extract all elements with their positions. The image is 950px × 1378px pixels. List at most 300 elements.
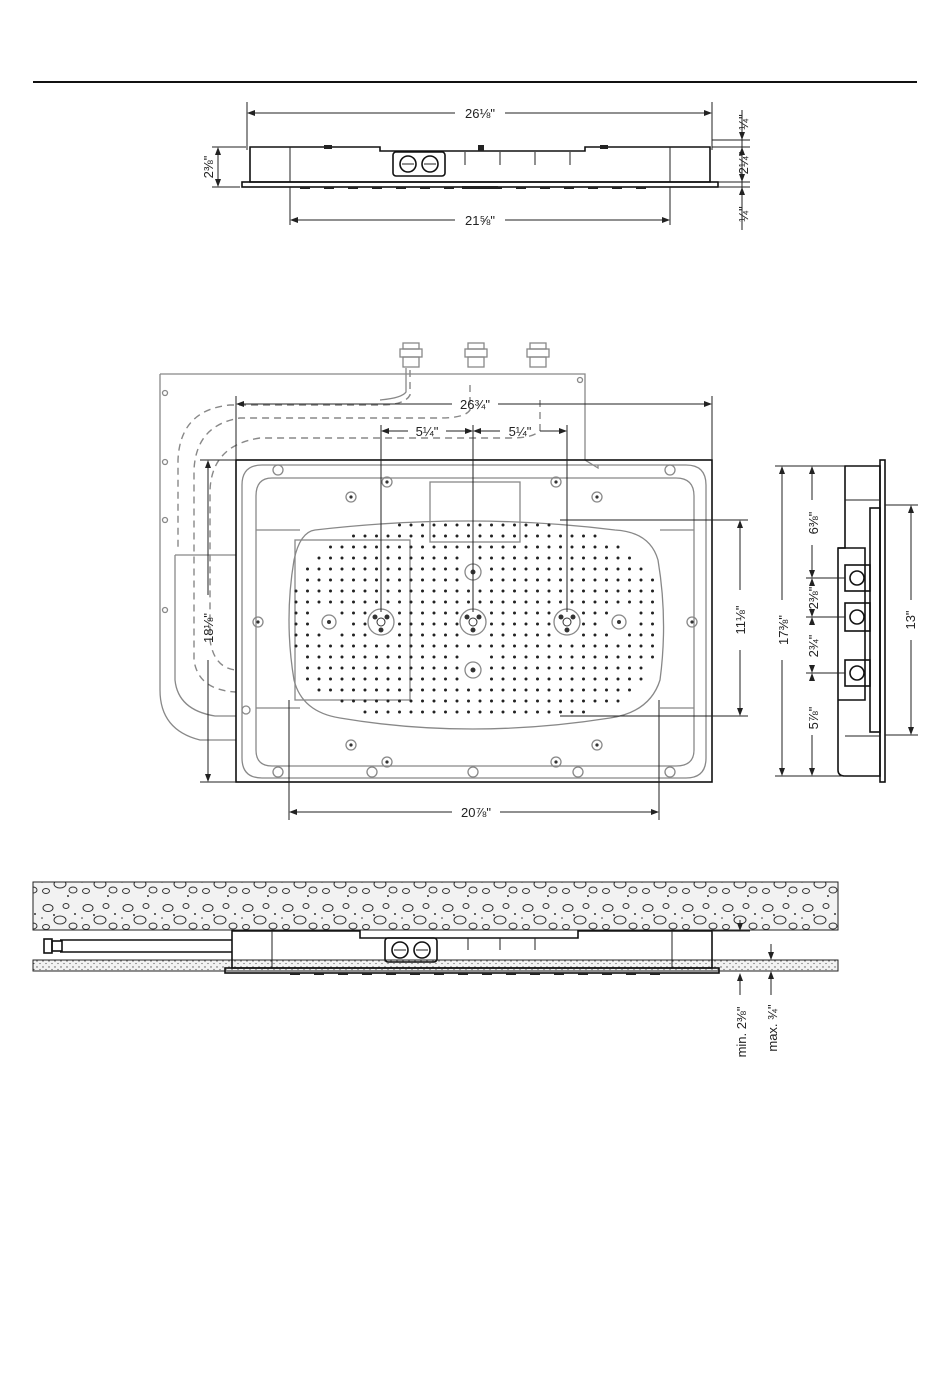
side-view bbox=[775, 460, 918, 782]
spray-nozzle bbox=[640, 568, 643, 571]
spray-nozzle bbox=[548, 601, 551, 604]
spray-nozzle bbox=[306, 656, 309, 659]
top-offset-label: ¼" bbox=[736, 114, 751, 130]
spray-nozzle bbox=[467, 601, 470, 604]
spray-nozzle bbox=[387, 557, 390, 560]
spray-nozzle bbox=[306, 601, 309, 604]
spray-nozzle bbox=[582, 557, 585, 560]
spray-nozzle bbox=[410, 700, 413, 703]
spray-nozzle bbox=[398, 678, 401, 681]
spray-nozzle bbox=[375, 535, 378, 538]
spray-nozzle bbox=[444, 700, 447, 703]
spray-nozzle bbox=[559, 601, 562, 604]
spray-nozzle bbox=[318, 689, 321, 692]
spray-nozzle bbox=[571, 700, 574, 703]
spray-nozzle bbox=[536, 689, 539, 692]
spray-nozzle bbox=[559, 579, 562, 582]
spray-nozzle bbox=[341, 601, 344, 604]
spray-nozzle bbox=[444, 623, 447, 626]
spray-nozzle bbox=[364, 601, 367, 604]
spray-nozzle bbox=[352, 634, 355, 637]
spray-nozzle bbox=[421, 557, 424, 560]
spray-nozzle bbox=[364, 645, 367, 648]
spray-nozzle bbox=[421, 634, 424, 637]
spray-nozzle bbox=[571, 711, 574, 714]
spray-nozzle bbox=[605, 579, 608, 582]
spray-nozzle bbox=[306, 667, 309, 670]
spray-nozzle bbox=[628, 601, 631, 604]
spray-nozzle bbox=[318, 601, 321, 604]
spray-nozzle bbox=[502, 535, 505, 538]
spray-nozzle bbox=[456, 711, 459, 714]
spray-nozzle bbox=[582, 645, 585, 648]
spray-nozzle bbox=[525, 667, 528, 670]
spray-nozzle bbox=[571, 656, 574, 659]
spray-nozzle bbox=[479, 557, 482, 560]
spray-nozzle bbox=[605, 700, 608, 703]
spray-nozzle bbox=[628, 656, 631, 659]
spray-nozzle bbox=[444, 590, 447, 593]
spray-nozzle bbox=[513, 711, 516, 714]
spray-nozzle bbox=[398, 601, 401, 604]
spray-nozzle bbox=[513, 579, 516, 582]
spray-nozzle bbox=[456, 601, 459, 604]
spray-nozzle bbox=[433, 667, 436, 670]
spray-nozzle bbox=[352, 557, 355, 560]
spray-nozzle bbox=[341, 568, 344, 571]
spray-nozzle bbox=[536, 601, 539, 604]
spray-nozzle bbox=[605, 645, 608, 648]
spray-nozzle bbox=[536, 546, 539, 549]
spray-nozzle bbox=[444, 579, 447, 582]
spray-nozzle bbox=[398, 524, 401, 527]
spray-nozzle bbox=[594, 568, 597, 571]
side-valve bbox=[845, 660, 870, 686]
spray-nozzle bbox=[341, 579, 344, 582]
spray-nozzle bbox=[513, 546, 516, 549]
spray-nozzle bbox=[352, 656, 355, 659]
spray-nozzle bbox=[410, 601, 413, 604]
spray-nozzle bbox=[605, 678, 608, 681]
spray-nozzle bbox=[502, 557, 505, 560]
spray-nozzle bbox=[502, 634, 505, 637]
spray-nozzle bbox=[375, 656, 378, 659]
spray-nozzle bbox=[364, 612, 367, 615]
spray-nozzle bbox=[421, 601, 424, 604]
spray-nozzle bbox=[364, 634, 367, 637]
spray-nozzle bbox=[456, 590, 459, 593]
spray-nozzle bbox=[421, 678, 424, 681]
spray-nozzle bbox=[444, 678, 447, 681]
spray-nozzle bbox=[513, 656, 516, 659]
spray-nozzle bbox=[548, 678, 551, 681]
spray-nozzle bbox=[421, 612, 424, 615]
spray-nozzle bbox=[352, 689, 355, 692]
spray-nozzle bbox=[410, 634, 413, 637]
spray-nozzle bbox=[513, 667, 516, 670]
spray-nozzle bbox=[513, 601, 516, 604]
spray-nozzle bbox=[364, 579, 367, 582]
spray-nozzle bbox=[433, 700, 436, 703]
spray-nozzle bbox=[525, 689, 528, 692]
spray-nozzle bbox=[548, 700, 551, 703]
spray-nozzle bbox=[651, 612, 654, 615]
spray-nozzle bbox=[525, 524, 528, 527]
spray-nozzle bbox=[318, 557, 321, 560]
spray-nozzle bbox=[536, 656, 539, 659]
spray-nozzle bbox=[502, 678, 505, 681]
spray-nozzle bbox=[513, 568, 516, 571]
spray-nozzle bbox=[352, 612, 355, 615]
spray-nozzle bbox=[536, 700, 539, 703]
spray-nozzle bbox=[594, 656, 597, 659]
side-valve bbox=[845, 565, 870, 591]
spray-nozzle bbox=[640, 656, 643, 659]
spray-nozzle bbox=[456, 645, 459, 648]
spray-nozzle bbox=[571, 568, 574, 571]
spray-nozzle bbox=[582, 678, 585, 681]
spray-nozzle bbox=[628, 568, 631, 571]
concrete-slab bbox=[33, 882, 838, 930]
spray-nozzle bbox=[479, 546, 482, 549]
spray-nozzle bbox=[318, 678, 321, 681]
jet-unit-center bbox=[460, 609, 486, 635]
spray-nozzle bbox=[571, 590, 574, 593]
spray-nozzle bbox=[410, 590, 413, 593]
spray-nozzle bbox=[490, 568, 493, 571]
spray-nozzle bbox=[490, 623, 493, 626]
spray-nozzle bbox=[364, 535, 367, 538]
spray-nozzle bbox=[306, 678, 309, 681]
spray-nozzle bbox=[536, 535, 539, 538]
spray-nozzle bbox=[502, 623, 505, 626]
spray-nozzle bbox=[364, 568, 367, 571]
spray-nozzle bbox=[421, 667, 424, 670]
spray-nozzle bbox=[502, 601, 505, 604]
spray-nozzle bbox=[628, 579, 631, 582]
spray-nozzle bbox=[628, 689, 631, 692]
spray-nozzle bbox=[525, 678, 528, 681]
spray-nozzle bbox=[525, 612, 528, 615]
spray-nozzle bbox=[502, 645, 505, 648]
spray-nozzle bbox=[594, 623, 597, 626]
spray-nozzle bbox=[640, 678, 643, 681]
spray-nozzle bbox=[582, 590, 585, 593]
spray-nozzle bbox=[341, 557, 344, 560]
spray-nozzle bbox=[571, 689, 574, 692]
spray-nozzle bbox=[467, 700, 470, 703]
spray-nozzle bbox=[548, 524, 551, 527]
spray-nozzle bbox=[341, 700, 344, 703]
spray-nozzle bbox=[329, 689, 332, 692]
spray-nozzle bbox=[375, 700, 378, 703]
jet-unit-left bbox=[368, 609, 394, 635]
spray-nozzle bbox=[433, 557, 436, 560]
spray-nozzle bbox=[318, 645, 321, 648]
spray-nozzle bbox=[479, 689, 482, 692]
housing-outline bbox=[236, 460, 712, 782]
spray-nozzle bbox=[525, 579, 528, 582]
spray-nozzle bbox=[502, 700, 505, 703]
spray-nozzle bbox=[479, 711, 482, 714]
spray-nozzle bbox=[433, 634, 436, 637]
spray-nozzle bbox=[490, 645, 493, 648]
spray-nozzle bbox=[295, 645, 298, 648]
spray-nozzle bbox=[398, 568, 401, 571]
spray-nozzle bbox=[479, 590, 482, 593]
spray-nozzle bbox=[651, 590, 654, 593]
spray-nozzle bbox=[525, 711, 528, 714]
spray-nozzle bbox=[513, 557, 516, 560]
spray-nozzle bbox=[387, 645, 390, 648]
spray-nozzle bbox=[617, 568, 620, 571]
spray-nozzle bbox=[306, 579, 309, 582]
spray-nozzle bbox=[387, 568, 390, 571]
spray-nozzle bbox=[410, 678, 413, 681]
spray-nozzle bbox=[329, 590, 332, 593]
spray-nozzle bbox=[605, 612, 608, 615]
spray-nozzle bbox=[433, 568, 436, 571]
spray-nozzle bbox=[433, 656, 436, 659]
spray-nozzle bbox=[490, 634, 493, 637]
spray-nozzle bbox=[525, 568, 528, 571]
spray-nozzle bbox=[594, 634, 597, 637]
spray-nozzle bbox=[467, 535, 470, 538]
spray-nozzle bbox=[548, 546, 551, 549]
spray-nozzle bbox=[364, 700, 367, 703]
spray-nozzle bbox=[548, 634, 551, 637]
spray-nozzle bbox=[410, 623, 413, 626]
spray-nozzle bbox=[536, 590, 539, 593]
spray-nozzle bbox=[490, 557, 493, 560]
spray-nozzle bbox=[536, 623, 539, 626]
spray-nozzle bbox=[295, 612, 298, 615]
spray-nozzle bbox=[444, 667, 447, 670]
top-overall-width-label: 26⅛" bbox=[465, 106, 495, 121]
spray-nozzle bbox=[398, 590, 401, 593]
spray-nozzle bbox=[421, 590, 424, 593]
spray-nozzle bbox=[364, 689, 367, 692]
plan-overall-depth-label: 18⅛" bbox=[201, 613, 216, 643]
spray-nozzle bbox=[295, 623, 298, 626]
spray-nozzle bbox=[375, 579, 378, 582]
spray-nozzle bbox=[456, 700, 459, 703]
spray-nozzle bbox=[387, 678, 390, 681]
spray-nozzle bbox=[456, 612, 459, 615]
side-top-segment-label: 6⅜" bbox=[806, 511, 821, 535]
spray-nozzle bbox=[387, 535, 390, 538]
spray-nozzle bbox=[433, 524, 436, 527]
spray-nozzle bbox=[536, 645, 539, 648]
spray-nozzle bbox=[467, 645, 470, 648]
front-elevation-view bbox=[201, 102, 751, 230]
spray-nozzle bbox=[375, 678, 378, 681]
spray-nozzle bbox=[387, 667, 390, 670]
spray-nozzle bbox=[571, 579, 574, 582]
spray-nozzle bbox=[433, 535, 436, 538]
spray-nozzle bbox=[444, 645, 447, 648]
spray-nozzle bbox=[640, 579, 643, 582]
spray-nozzle bbox=[582, 634, 585, 637]
spray-nozzle bbox=[617, 700, 620, 703]
spray-nozzle bbox=[456, 689, 459, 692]
spray-nozzle bbox=[559, 546, 562, 549]
spray-nozzle bbox=[352, 601, 355, 604]
spray-nozzle bbox=[502, 656, 505, 659]
spray-nozzle bbox=[605, 557, 608, 560]
spray-nozzle bbox=[444, 612, 447, 615]
spray-nozzle bbox=[387, 689, 390, 692]
spray-nozzle bbox=[617, 645, 620, 648]
spray-nozzle bbox=[421, 579, 424, 582]
spray-nozzle bbox=[582, 579, 585, 582]
spacing-right-label: 5¼" bbox=[508, 424, 532, 439]
spray-nozzle bbox=[387, 579, 390, 582]
valve-spacing-2-label: 2¾" bbox=[806, 634, 821, 658]
spray-nozzle bbox=[513, 634, 516, 637]
spray-nozzle bbox=[433, 711, 436, 714]
spray-nozzle bbox=[490, 667, 493, 670]
spray-nozzle bbox=[306, 590, 309, 593]
spray-nozzle bbox=[410, 612, 413, 615]
spray-nozzle bbox=[433, 623, 436, 626]
spray-nozzle bbox=[536, 634, 539, 637]
spray-nozzle bbox=[513, 535, 516, 538]
spray-nozzle bbox=[536, 711, 539, 714]
spray-nozzle bbox=[571, 546, 574, 549]
spray-nozzle bbox=[582, 612, 585, 615]
spray-nozzle bbox=[548, 579, 551, 582]
spray-nozzle bbox=[341, 645, 344, 648]
spray-nozzle bbox=[548, 667, 551, 670]
spray-nozzle bbox=[352, 623, 355, 626]
spray-nozzle bbox=[640, 667, 643, 670]
spray-nozzle bbox=[398, 579, 401, 582]
spray-nozzle bbox=[582, 568, 585, 571]
spray-nozzle bbox=[410, 524, 413, 527]
spray-nozzle bbox=[594, 678, 597, 681]
side-overall-depth-label: 17⅜" bbox=[776, 615, 791, 645]
plan-view bbox=[160, 343, 748, 820]
spray-nozzle bbox=[525, 656, 528, 659]
spray-nozzle bbox=[582, 601, 585, 604]
spray-nozzle bbox=[306, 634, 309, 637]
spray-nozzle bbox=[341, 590, 344, 593]
spray-nozzle bbox=[398, 612, 401, 615]
spray-nozzle bbox=[490, 524, 493, 527]
spray-nozzle bbox=[513, 623, 516, 626]
spray-nozzle bbox=[628, 590, 631, 593]
spray-nozzle bbox=[467, 590, 470, 593]
spray-nozzle bbox=[548, 711, 551, 714]
spray-nozzle bbox=[548, 656, 551, 659]
spray-nozzle bbox=[375, 590, 378, 593]
spray-nozzle bbox=[548, 590, 551, 593]
side-inner-depth-label: 13" bbox=[903, 610, 918, 630]
spray-nozzle bbox=[398, 656, 401, 659]
spray-nozzle bbox=[605, 656, 608, 659]
spray-nozzle bbox=[651, 623, 654, 626]
spray-nozzle bbox=[352, 590, 355, 593]
spray-nozzle bbox=[640, 601, 643, 604]
spray-nozzle bbox=[329, 579, 332, 582]
spray-nozzle bbox=[628, 678, 631, 681]
jet-unit-right bbox=[554, 609, 580, 635]
spray-nozzle bbox=[617, 601, 620, 604]
spray-nozzle bbox=[364, 590, 367, 593]
spray-nozzle bbox=[559, 535, 562, 538]
spray-nozzle bbox=[502, 689, 505, 692]
spray-nozzle bbox=[490, 601, 493, 604]
spray-nozzle bbox=[410, 711, 413, 714]
spray-nozzle bbox=[617, 590, 620, 593]
spray-nozzle bbox=[582, 656, 585, 659]
spray-nozzle bbox=[617, 667, 620, 670]
spray-nozzle bbox=[571, 557, 574, 560]
top-height-label: 2⅜" bbox=[201, 155, 216, 179]
spray-nozzle bbox=[513, 645, 516, 648]
spray-nozzle bbox=[421, 700, 424, 703]
spray-nozzle bbox=[421, 535, 424, 538]
inlet-fitting bbox=[400, 343, 422, 367]
spray-nozzle bbox=[559, 656, 562, 659]
spray-nozzle bbox=[536, 612, 539, 615]
spray-nozzle bbox=[525, 601, 528, 604]
spray-nozzle bbox=[502, 590, 505, 593]
spray-nozzle bbox=[456, 557, 459, 560]
spray-nozzle bbox=[375, 689, 378, 692]
spray-nozzle bbox=[605, 568, 608, 571]
spray-nozzle bbox=[594, 700, 597, 703]
inlet-fitting bbox=[527, 343, 549, 367]
spray-nozzle bbox=[594, 601, 597, 604]
spray-nozzle bbox=[444, 601, 447, 604]
spray-nozzle bbox=[536, 667, 539, 670]
spray-nozzle bbox=[318, 579, 321, 582]
spray-nozzle bbox=[456, 568, 459, 571]
max-ceiling-label: max. ¾" bbox=[765, 1004, 780, 1052]
spray-nozzle bbox=[594, 612, 597, 615]
spray-nozzle bbox=[582, 546, 585, 549]
spray-nozzle bbox=[398, 711, 401, 714]
spray-nozzle bbox=[421, 623, 424, 626]
spray-nozzle bbox=[490, 546, 493, 549]
spray-nozzle bbox=[364, 546, 367, 549]
spray-nozzle bbox=[513, 590, 516, 593]
spray-width-label: 20⅞" bbox=[461, 805, 491, 820]
spray-nozzle bbox=[306, 568, 309, 571]
spray-nozzle bbox=[617, 579, 620, 582]
spray-nozzle bbox=[490, 689, 493, 692]
spray-nozzle bbox=[456, 667, 459, 670]
spray-nozzle bbox=[513, 678, 516, 681]
side-bottom-segment-label: 5⅞" bbox=[806, 706, 821, 730]
spray-nozzle bbox=[352, 535, 355, 538]
spray-nozzle bbox=[582, 535, 585, 538]
spray-nozzle bbox=[387, 590, 390, 593]
spray-nozzle bbox=[444, 557, 447, 560]
spray-nozzle bbox=[467, 524, 470, 527]
spray-nozzle bbox=[410, 667, 413, 670]
spray-nozzle bbox=[559, 645, 562, 648]
inlet-fitting bbox=[465, 343, 487, 367]
spray-nozzle bbox=[548, 689, 551, 692]
spray-nozzle bbox=[341, 612, 344, 615]
spray-nozzle bbox=[306, 623, 309, 626]
spray-nozzle bbox=[594, 667, 597, 670]
spray-nozzle bbox=[398, 634, 401, 637]
spray-nozzle bbox=[640, 623, 643, 626]
